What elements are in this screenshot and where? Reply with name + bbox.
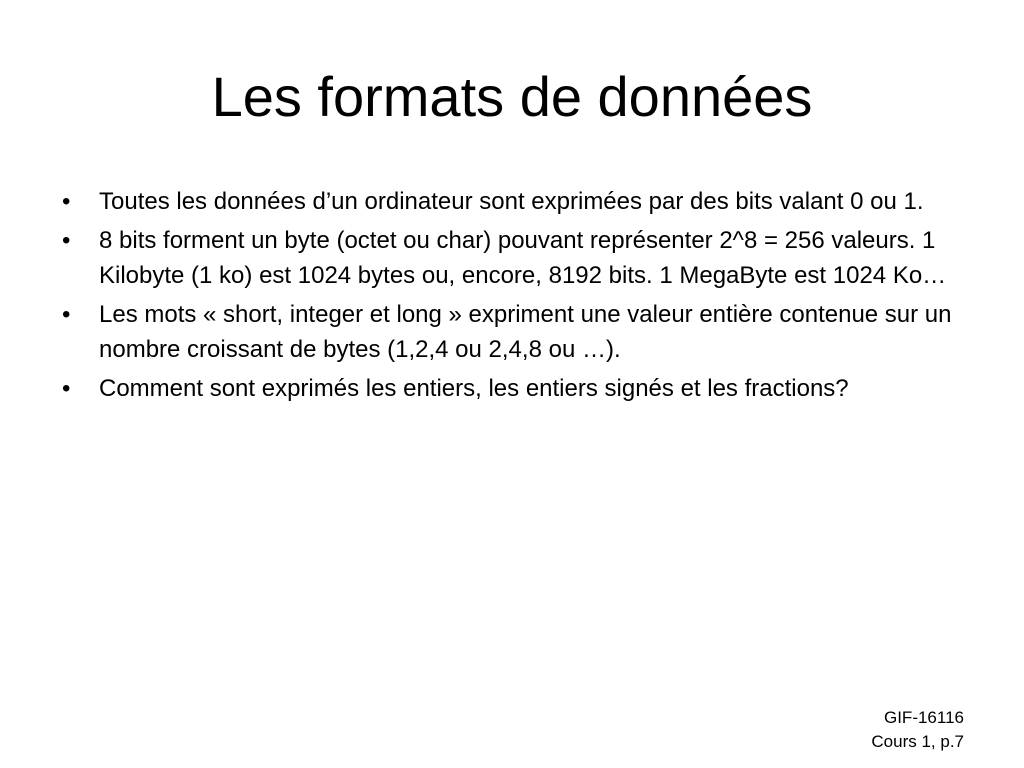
slide-footer [871, 706, 964, 754]
bullet-item [62, 223, 972, 293]
bullet-text: 8 bits forment un byte (octet ou char) pouvant représenter 2^8 = 256 valeurs. 1 Kilobyte (1 ko) est 1024 bytes ou, encore, 8192 bits. 1 MegaByte est 1024 Ko… [99, 227, 947, 289]
bullet-item [62, 184, 972, 219]
bullet-text: Comment sont exprimés les entiers, les entiers signés et les fractions? [99, 375, 849, 402]
bullet-text: Toutes les données d’un ordinateur sont exprimées par des bits valant 0 ou 1. [99, 188, 924, 215]
bullet-marker: • [62, 227, 71, 254]
course-code: GIF-16116 [883, 708, 964, 727]
bullet-marker: • [62, 301, 71, 328]
bullet-text: Les mots « short, integer et long » expriment une valeur entière contenue sur un nombre croissant de bytes (1,2,4 ou 2,4,8 ou …). [99, 301, 952, 363]
slide-title: Les formats de données [211, 65, 813, 128]
bullet-marker: • [62, 188, 71, 215]
bullet-marker: • [62, 375, 71, 402]
bullet-item [62, 297, 972, 367]
bullet-list [62, 184, 972, 410]
page-reference: Cours 1, p.7 [871, 732, 964, 751]
bullet-item [62, 371, 972, 406]
